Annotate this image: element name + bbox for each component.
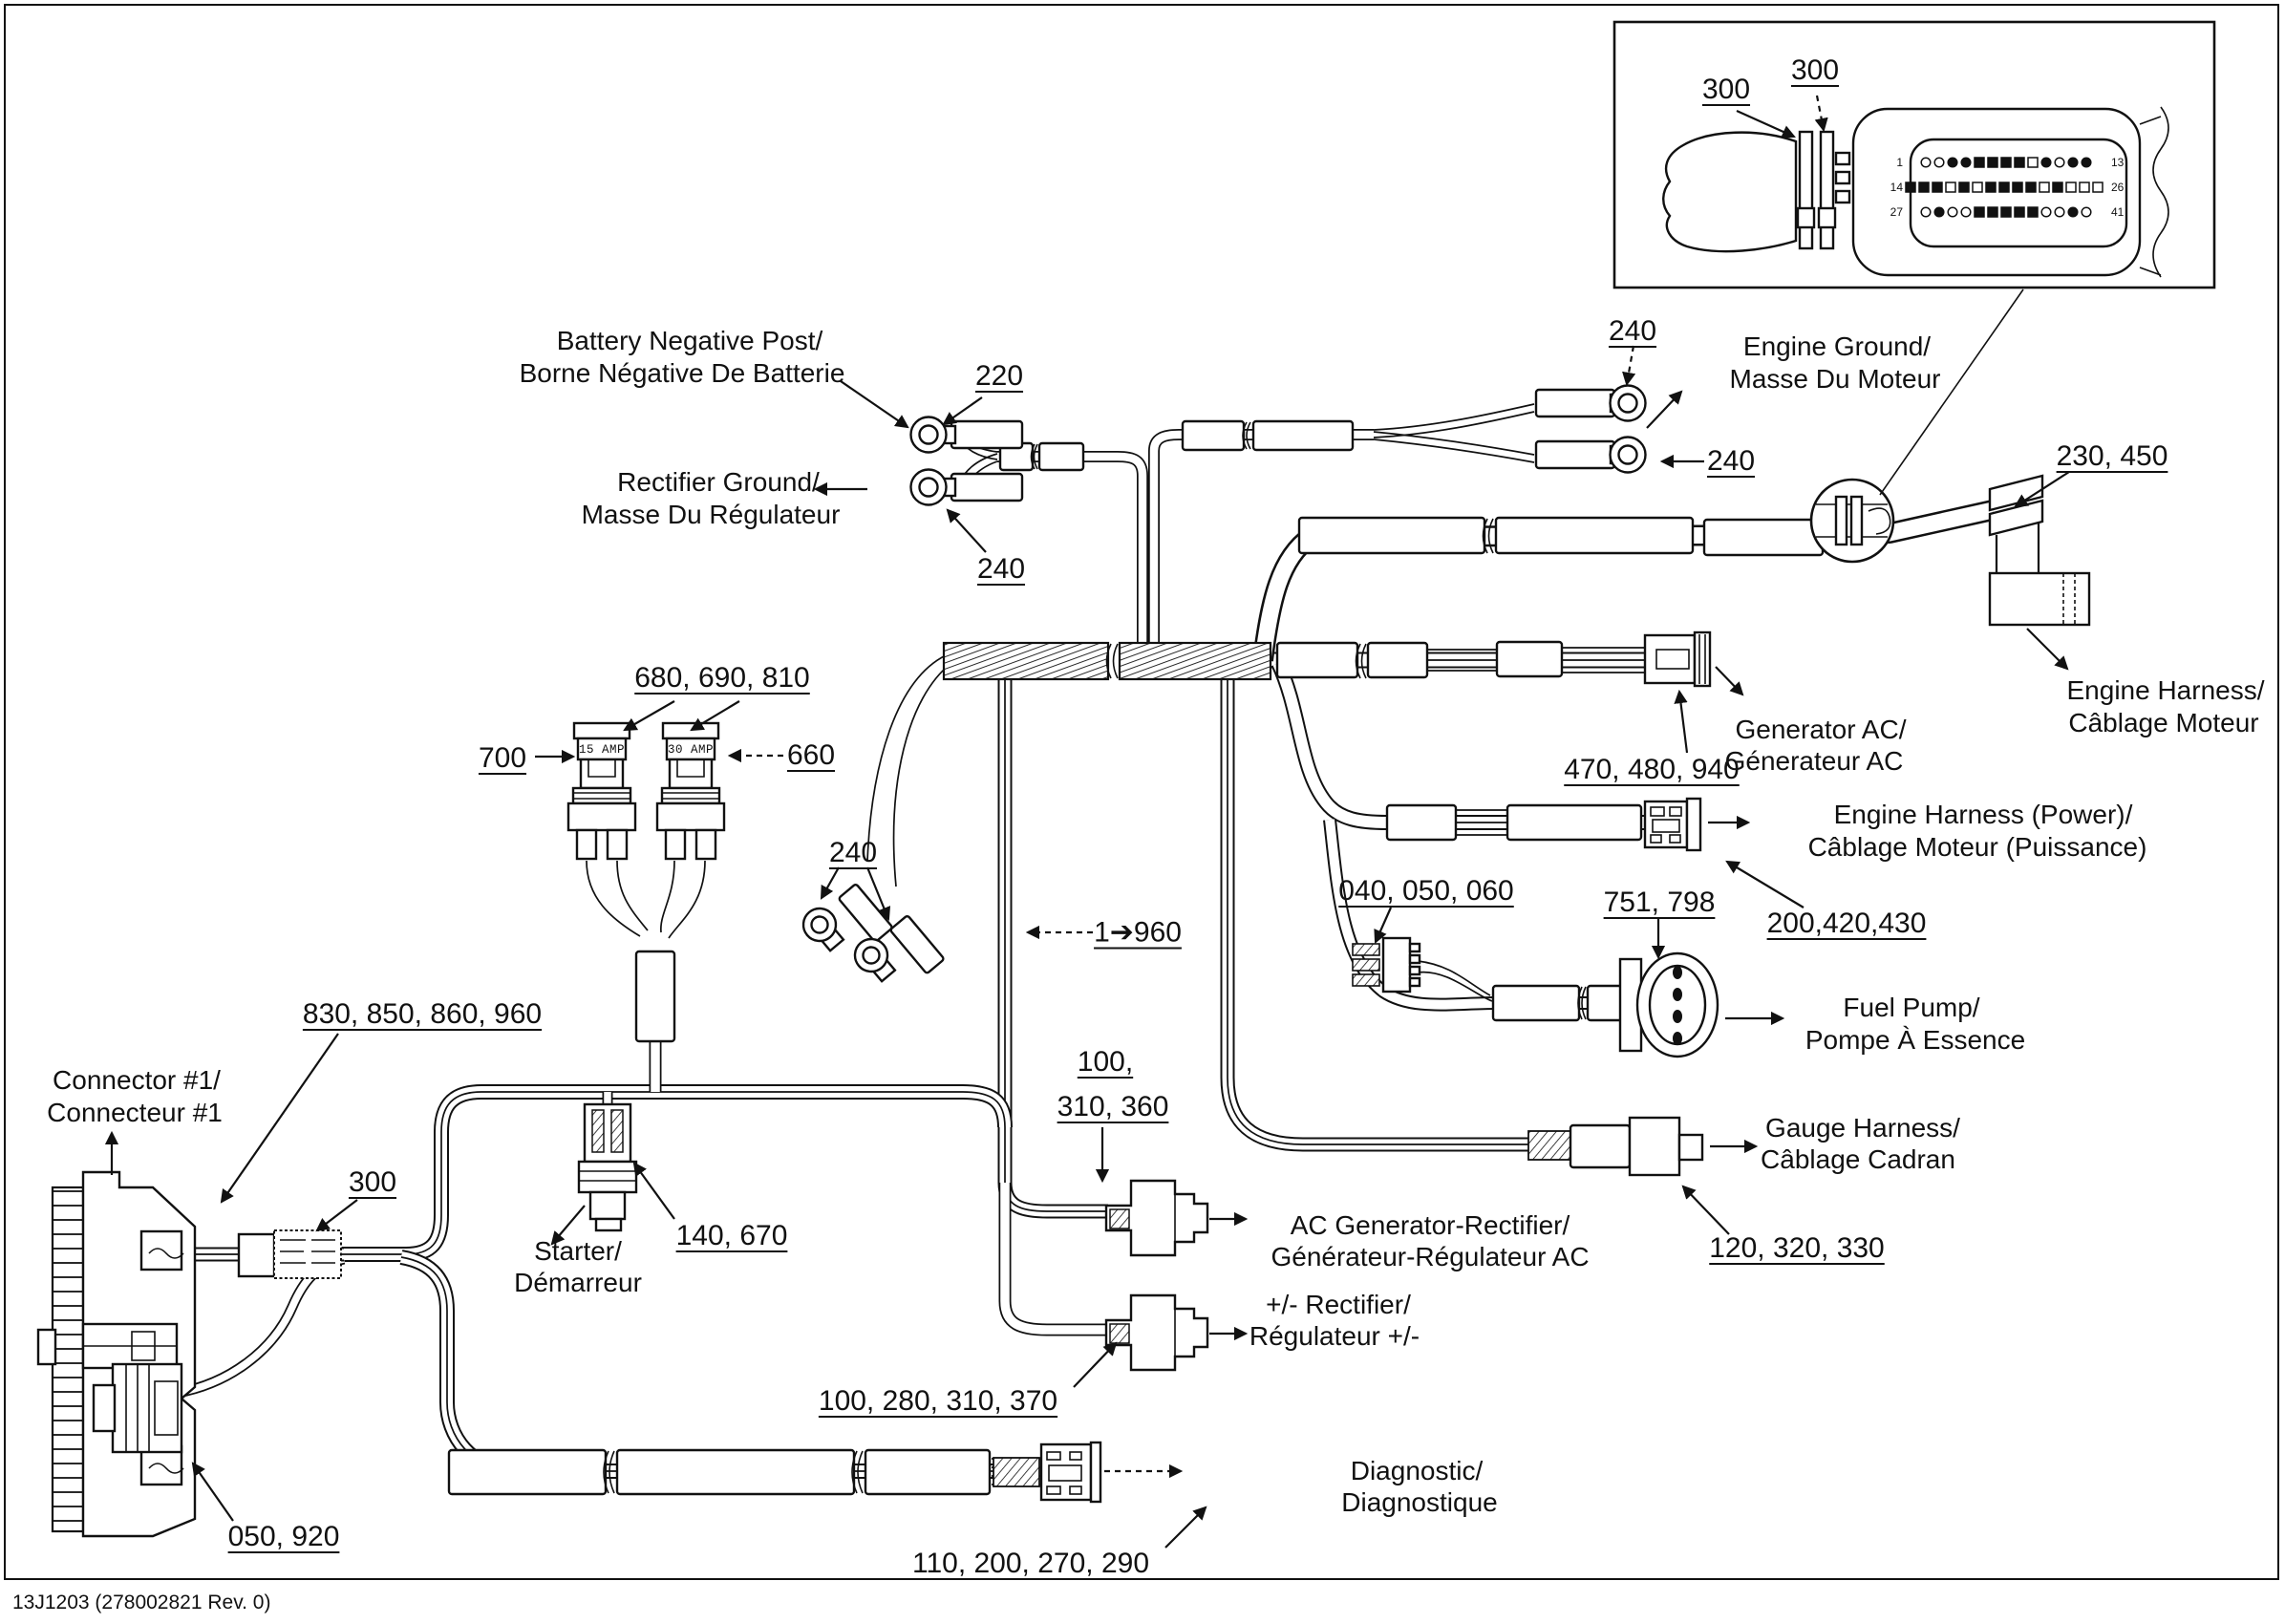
engine-harness-power-label-2: Câblage Moteur (Puissance) [1807, 832, 2147, 862]
fuel-pump-label-2: Pompe À Essence [1805, 1025, 2026, 1055]
callout-830-850-860-960: 830, 850, 860, 960 [302, 998, 543, 1030]
battery-negative-post-label-1: Battery Negative Post/ [556, 326, 823, 355]
plus-minus-rectifier-connector [1106, 1295, 1207, 1370]
pin-row1-left-label: 1 [1896, 156, 1903, 169]
pin-row2-left-label: 14 [1890, 181, 1903, 194]
callout-700: 700 [478, 742, 527, 774]
ac-generator-rectifier-label-1: AC Generator-Rectifier/ [1290, 1210, 1570, 1240]
engine-harness-label-2: Câblage Moteur [2068, 708, 2259, 737]
callout-240-rectifier: 240 [976, 553, 1026, 585]
callout-050-920: 050, 920 [227, 1521, 340, 1552]
diagnostic-connector [1041, 1442, 1100, 1502]
callout-230-450: 230, 450 [2056, 440, 2168, 472]
fuel-sender-connector [1353, 938, 1420, 992]
starter-label-2: Démarreur [514, 1268, 642, 1297]
callout-300-main: 300 [348, 1166, 397, 1198]
ac-generator-rectifier-connector [1106, 1181, 1207, 1255]
callout-100-line1: 100, [1077, 1046, 1134, 1078]
rectifier-ground-label-2: Masse Du Régulateur [581, 500, 841, 529]
fuel-pump-label-1: Fuel Pump/ [1843, 993, 1980, 1022]
corrugated-tube [944, 643, 1570, 1486]
connector-1 [38, 1172, 195, 1536]
fuse-15amp-rating: 15 AMP [578, 743, 626, 757]
inset-callout-300-left: 300 [1701, 74, 1751, 105]
plus-minus-rectifier-label-1: +/- Rectifier/ [1266, 1290, 1411, 1319]
callout-240-mid: 240 [828, 837, 878, 868]
callout-660: 660 [786, 739, 836, 771]
pin-row1-right-label: 13 [2111, 156, 2125, 169]
inset-callout-300-right: 300 [1790, 54, 1840, 86]
engine-ground-label-1: Engine Ground/ [1742, 331, 1932, 361]
rectifier-ground-label-1: Rectifier Ground/ [617, 467, 820, 497]
engine-ground-ring-terminal-1 [1611, 386, 1646, 421]
gauge-harness-connector [1630, 1118, 1702, 1175]
callout-470-480-940: 470, 480, 940 [1564, 754, 1740, 785]
mid-ground-ring-terminal-1 [797, 902, 849, 955]
engine-ground-ring-terminal-2 [1611, 438, 1646, 473]
callout-100-280-310-370: 100, 280, 310, 370 [818, 1385, 1058, 1417]
gauge-harness-label-1: Gauge Harness/ [1765, 1113, 1960, 1143]
engine-ground-label-2: Masse Du Moteur [1729, 364, 1941, 394]
diagnostic-label-1: Diagnostic/ [1350, 1456, 1484, 1485]
engine-harness-label-1: Engine Harness/ [2066, 675, 2265, 705]
connector-1-label-2: Connecteur #1 [47, 1098, 223, 1127]
drawing-number: 13J1203 (278002821 Rev. 0) [12, 1592, 271, 1613]
left-loop-bundles [178, 674, 1108, 1471]
pin-row2-right-label: 26 [2111, 181, 2125, 194]
callout-110-200-270-290: 110, 200, 270, 290 [912, 1548, 1149, 1579]
generator-ac-connector [1645, 632, 1710, 686]
connector-1-label-1: Connector #1/ [53, 1065, 221, 1095]
generator-ac-label-1: Generator AC/ [1735, 715, 1907, 744]
callout-680-690-810: 680, 690, 810 [634, 662, 810, 694]
mid-ground-ring-terminal-2 [848, 932, 901, 986]
plus-minus-rectifier-label-2: Régulateur +/- [1249, 1321, 1420, 1351]
callout-120-320-330: 120, 320, 330 [1709, 1232, 1885, 1264]
callout-220: 220 [974, 360, 1024, 392]
pin-row3-right-label: 41 [2111, 205, 2125, 219]
diagnostic-label-2: Diagnostique [1341, 1487, 1498, 1517]
engine-harness-power-connector [1645, 799, 1700, 850]
callout-1-960: 1➔960 [1094, 916, 1182, 949]
battery-negative-ring-terminal [911, 417, 956, 453]
ac-generator-rectifier-label-2: Générateur-Régulateur AC [1271, 1242, 1590, 1271]
inset-connector-detail [1614, 22, 2214, 288]
fuse-30amp-rating: 30 AMP [667, 743, 715, 757]
engine-harness-power-label-1: Engine Harness (Power)/ [1833, 800, 2133, 829]
battery-negative-post-label-2: Borne Négative De Batterie [519, 358, 845, 388]
engine-harness-end [1990, 476, 2089, 625]
fuel-pump-connector [1620, 953, 1718, 1057]
callout-100-line2: 310, 360 [1057, 1091, 1169, 1122]
generator-ac-label-2: Génerateur AC [1724, 746, 1904, 776]
callout-240-top: 240 [1608, 315, 1657, 347]
callout-140-670: 140, 670 [675, 1220, 788, 1251]
starter-label-1: Starter/ [534, 1236, 622, 1266]
gauge-harness-label-2: Câblage Cadran [1761, 1144, 1955, 1174]
callout-040-050-060: 040, 050, 060 [1338, 875, 1514, 907]
callout-751-798: 751, 798 [1603, 887, 1716, 918]
harness-label-tag [239, 1230, 341, 1278]
rectifier-ground-ring-terminal [911, 470, 956, 505]
callout-240-side: 240 [1706, 445, 1756, 477]
callout-200-420-430: 200,420,430 [1766, 908, 1927, 939]
pin-row3-left-label: 27 [1890, 205, 1903, 219]
starter-connector [579, 1104, 636, 1230]
